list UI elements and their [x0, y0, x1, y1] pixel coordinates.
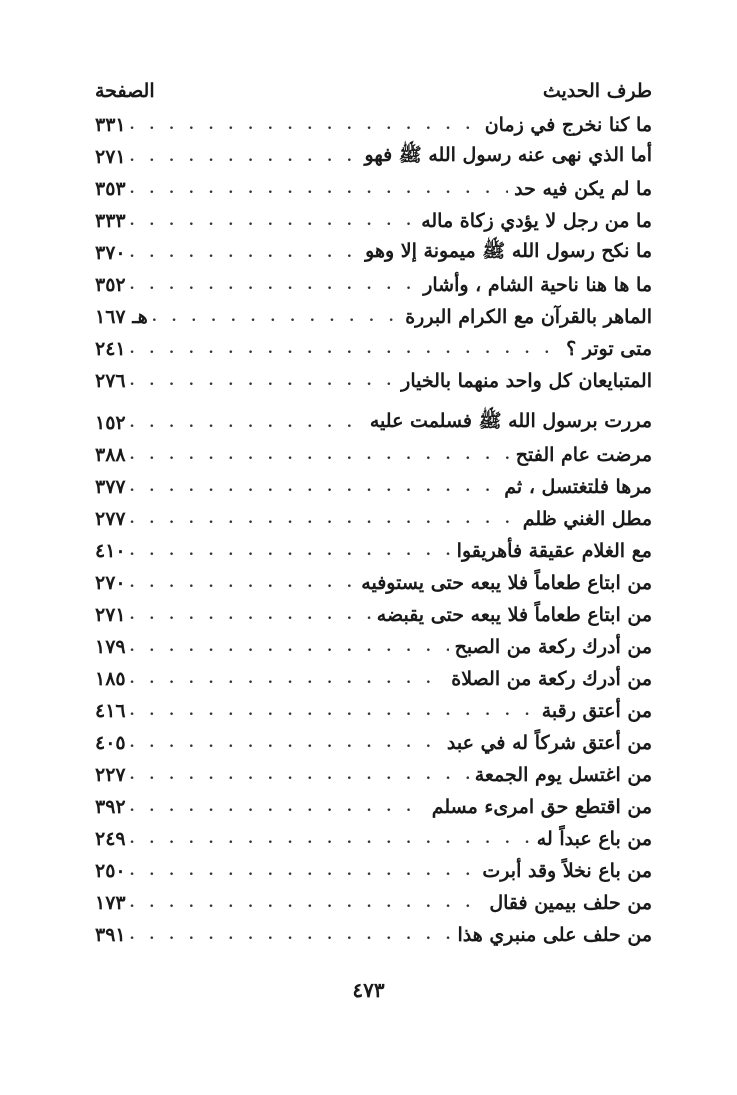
index-row [95, 109, 652, 141]
leader-dots [130, 919, 452, 951]
page-number: ٤٧٣ [352, 978, 385, 1002]
hadith-text: مرها فلتغتسل ، ثم [504, 476, 652, 498]
leader-dots [130, 471, 499, 503]
page-reference: ١٧٩ [95, 636, 126, 658]
index-header [95, 76, 652, 106]
leader-dots [130, 823, 531, 855]
leader-dots [130, 141, 359, 173]
hadith-text: من حلف على منبري هذا [457, 924, 652, 946]
index-row [95, 407, 652, 439]
hadith-text: من حلف بيمين فقال [489, 892, 652, 914]
hadith-text: من اقتطع حق امرىء مسلم [431, 796, 652, 818]
index-row [95, 759, 652, 791]
column-title-page: الصفحة [95, 80, 155, 102]
page-reference: ٢٢٧ [95, 764, 126, 786]
leader-dots [130, 567, 356, 599]
index-row [95, 663, 652, 695]
index-list [95, 109, 652, 951]
page-reference: ٢٥٠ [95, 860, 126, 882]
page-reference: ٢٧٠ [95, 572, 126, 594]
index-row [95, 471, 652, 503]
page-reference: هـ ١٦٧ [95, 306, 148, 328]
page-reference: ٤٠٥ [95, 732, 126, 754]
index-row [95, 887, 652, 919]
index-row [95, 855, 652, 887]
leader-dots [130, 365, 396, 397]
page-reference: ٤١٦ [95, 700, 126, 722]
index-row [95, 535, 652, 567]
hadith-text: مع الغلام عقيقة فأهريقوا [456, 540, 652, 562]
page-reference: ٣٩٢ [95, 796, 126, 818]
hadith-text: مرضت عام الفتح [515, 444, 652, 466]
index-row [95, 727, 652, 759]
index-row [95, 439, 652, 471]
leader-dots [130, 663, 446, 695]
leader-dots [130, 205, 416, 237]
page-reference: ٣٩١ [95, 924, 126, 946]
hadith-text: من أعتق شركاً له في عبد [446, 732, 652, 754]
index-row [95, 695, 652, 727]
page-reference: ٢٧٦ [95, 370, 126, 392]
hadith-text: من ابتاع طعاماً فلا يبعه حتى يستوفيه [361, 572, 652, 594]
leader-dots [130, 407, 364, 439]
page-reference: ٣٧٠ [95, 242, 126, 264]
index-row [95, 631, 652, 663]
page-reference: ٢٧١ [95, 604, 126, 626]
leader-dots [130, 599, 371, 631]
index-row [95, 205, 652, 237]
hadith-text: ما لم يكن فيه حد [514, 178, 652, 200]
hadith-text: أما الذي نهى عنه رسول الله ﷺ فهو [364, 144, 652, 166]
hadith-text: من باع عبداً له [536, 828, 652, 850]
leader-dots [130, 503, 517, 535]
index-row [95, 599, 652, 631]
leader-dots [130, 535, 451, 567]
leader-dots [130, 791, 426, 823]
index-row [95, 823, 652, 855]
hadith-text: ما ها هنا ناحية الشام ، وأشار [423, 274, 652, 296]
leader-dots [130, 631, 449, 663]
leader-dots [130, 439, 510, 471]
leader-dots [130, 237, 360, 269]
leader-dots [130, 695, 536, 727]
page-reference: ١٨٥ [95, 668, 126, 690]
index-row [95, 503, 652, 535]
page-reference: ١٥٢ [95, 412, 126, 434]
page-reference: ٢٤٩ [95, 828, 126, 850]
page-reference: ٤١٠ [95, 540, 126, 562]
page-reference: ٣٥٢ [95, 274, 126, 296]
page-reference: ٢٧١ [95, 146, 126, 168]
leader-dots [130, 887, 484, 919]
page-reference: ٣٨٨ [95, 444, 126, 466]
index-row [95, 919, 652, 951]
hadith-text: مطل الغني ظلم [522, 508, 652, 530]
leader-dots [130, 855, 477, 887]
index-row [95, 269, 652, 301]
leader-dots [152, 301, 399, 333]
hadith-text: ما كنا نخرج في زمان [484, 114, 652, 136]
page-reference: ٣٧٧ [95, 476, 126, 498]
hadith-text: ما نكح رسول الله ﷺ ميمونة إلا وهو [365, 240, 652, 262]
leader-dots [130, 269, 418, 301]
page-reference: ١٧٣ [95, 892, 126, 914]
hadith-text: الماهر بالقرآن مع الكرام البررة [405, 306, 652, 328]
leader-dots [130, 109, 479, 141]
page-reference: ٣٣١ [95, 114, 126, 136]
page-reference: ٣٥٣ [95, 178, 126, 200]
hadith-text: من أعتق رقبة [541, 700, 652, 722]
hadith-text: من اغتسل يوم الجمعة [474, 764, 652, 786]
index-row [95, 301, 652, 333]
hadith-text: من باع نخلاً وقد أبرت [482, 860, 652, 882]
hadith-text: المتبايعان كل واحد منهما بالخيار [401, 370, 652, 392]
hadith-text: من أدرك ركعة من الصلاة [451, 668, 652, 690]
index-row [95, 567, 652, 599]
index-row [95, 237, 652, 269]
index-row [95, 141, 652, 173]
leader-dots [130, 727, 441, 759]
hadith-text: من ابتاع طعاماً فلا يبعه حتى يقبضه [376, 604, 652, 626]
page-reference: ٣٣٣ [95, 210, 126, 232]
leader-dots [130, 333, 560, 365]
column-title-hadith: طرف الحديث [542, 80, 652, 102]
index-row [95, 791, 652, 823]
page-reference: ٢٤١ [95, 338, 126, 360]
page-reference: ٢٧٧ [95, 508, 126, 530]
hadith-text: ما من رجل لا يؤدي زكاة ماله [421, 210, 652, 232]
hadith-text: من أدرك ركعة من الصبح [454, 636, 652, 658]
index-row [95, 173, 652, 205]
index-row [95, 333, 652, 365]
leader-dots [130, 173, 509, 205]
index-row [95, 365, 652, 397]
hadith-text: مررت برسول الله ﷺ فسلمت عليه [369, 410, 652, 432]
hadith-text: متى توتر ؟ [566, 338, 652, 360]
leader-dots [130, 759, 469, 791]
